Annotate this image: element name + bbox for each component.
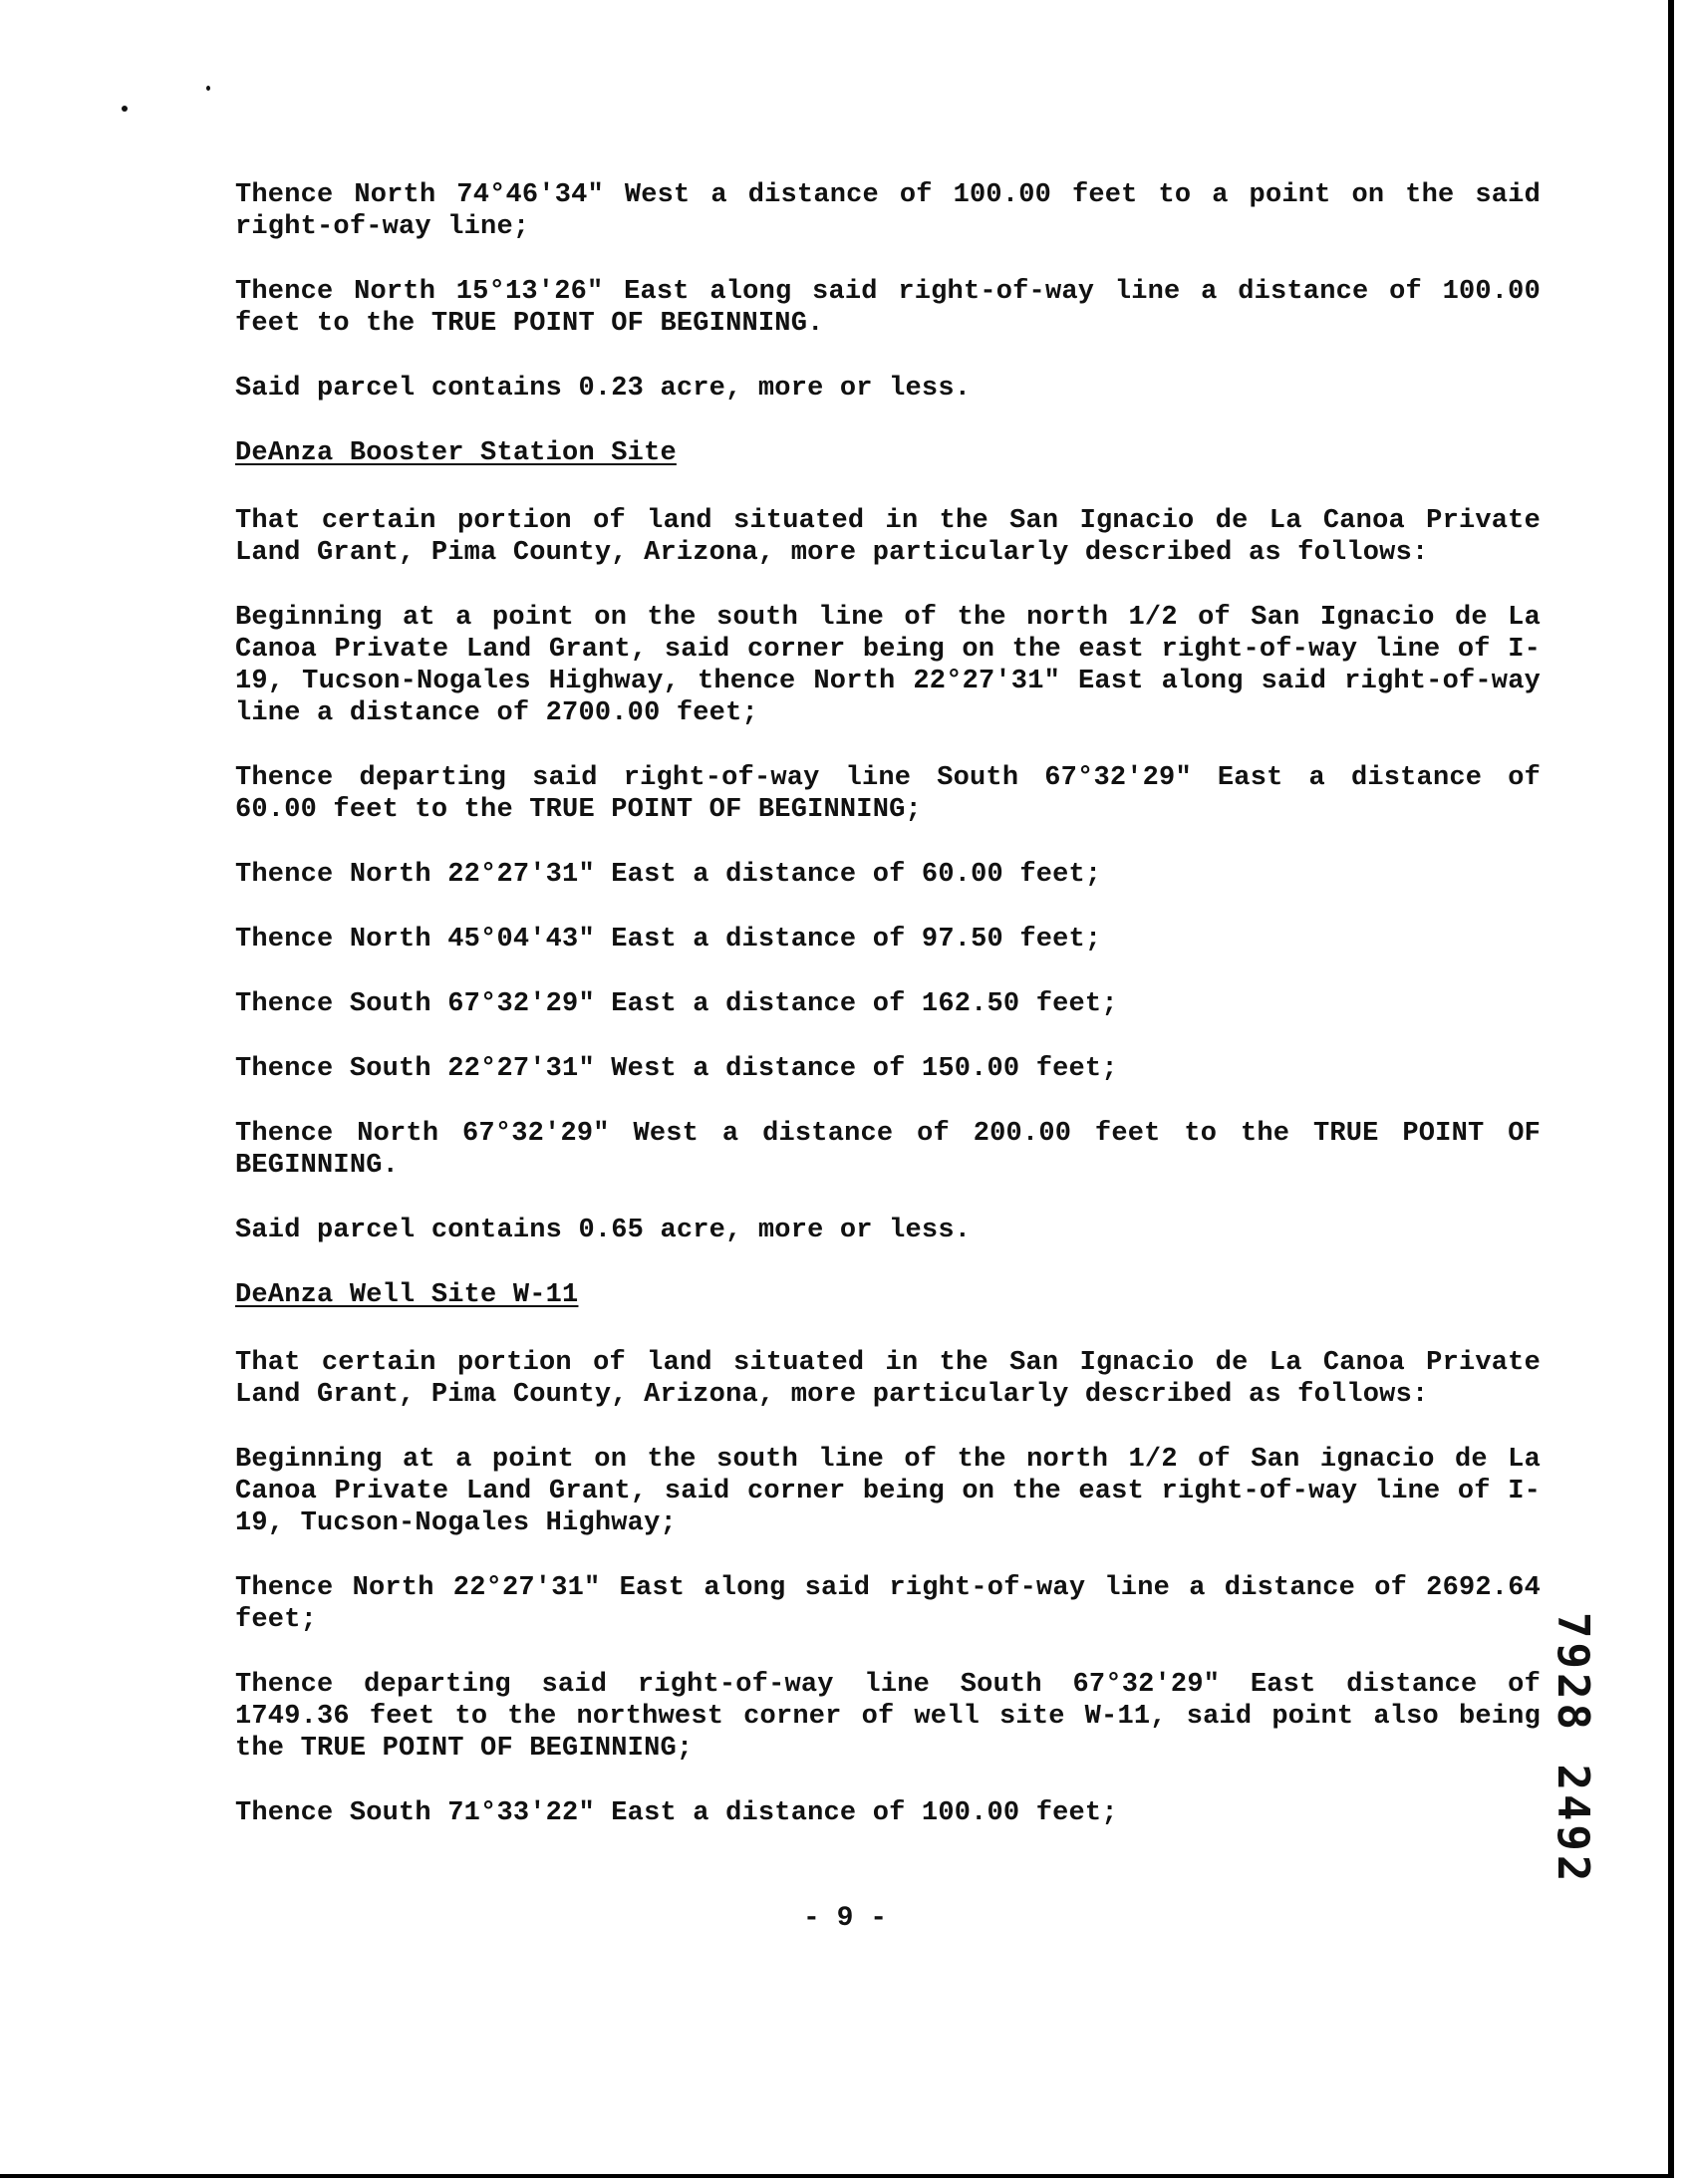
paragraph: Beginning at a point on the south line of the north 1/2 of San ignacio de La Canoa Private Land Grant, said corner being on the east right-of-way line of I-19, Tucson-Nogales Highway;: [235, 1445, 1541, 1538]
document-body: [235, 179, 1541, 1862]
paragraph: Thence North 15°13'26" East along said right-of-way line a distance of 100.00 feet to the TRUE POINT OF BEGINNING.: [235, 277, 1541, 339]
paragraph: Thence departing said right-of-way line South 67°32'29" East distance of 1749.36 feet to the northwest corner of well site W-11, said point also being the TRUE POINT OF BEGINNING;: [235, 1670, 1541, 1764]
scan-speck: [122, 106, 128, 112]
paragraph: Thence South 71°33'22" East a distance of 100.00 feet;: [235, 1798, 1118, 1828]
paragraph: Thence North 74°46'34" West a distance of 100.00 feet to a point on the said right-of-way line;: [235, 180, 1541, 242]
paragraph: Thence North 67°32'29" West a distance of 200.00 feet to the TRUE POINT OF BEGINNING.: [235, 1119, 1541, 1181]
paragraph: That certain portion of land situated in the San Ignacio de La Canoa Private Land Grant, Pima County, Arizona, more particularly described as follows:: [235, 506, 1541, 568]
page-number: - 9 -: [802, 1903, 887, 1934]
paragraph: Thence North 22°27'31" East along said right-of-way line a distance of 2692.64 feet;: [235, 1573, 1541, 1635]
paragraph: Thence North 45°04'43" East a distance of 97.50 feet;: [235, 925, 1102, 955]
margin-stamp: 7928 2492: [1548, 1612, 1598, 1886]
section-heading: DeAnza Well Site W-11: [235, 1280, 579, 1310]
paragraph: Thence South 67°32'29" East a distance of 162.50 feet;: [235, 989, 1118, 1019]
section-heading: DeAnza Booster Station Site: [235, 438, 677, 468]
scan-speck: [206, 86, 210, 91]
paragraph: Said parcel contains 0.65 acre, more or less.: [235, 1216, 972, 1245]
paragraph: Thence South 22°27'31" West a distance of 150.00 feet;: [235, 1054, 1118, 1084]
paragraph: That certain portion of land situated in the San Ignacio de La Canoa Private Land Grant, Pima County, Arizona, more particularly described as follows:: [235, 1348, 1541, 1410]
paragraph: Thence North 22°27'31" East a distance of 60.00 feet;: [235, 860, 1102, 890]
paragraph: Said parcel contains 0.23 acre, more or less.: [235, 374, 972, 404]
paragraph: Thence departing said right-of-way line South 67°32'29" East a distance of 60.00 feet to the TRUE POINT OF BEGINNING;: [235, 763, 1541, 825]
paragraph: Beginning at a point on the south line of the north 1/2 of San Ignacio de La Canoa Private Land Grant, said corner being on the east right-of-way line of I-19, Tucson-Nogales Highway, thence North 22°27'31" East along said right-of-way line a distance of 2700.00 feet;: [235, 603, 1541, 728]
